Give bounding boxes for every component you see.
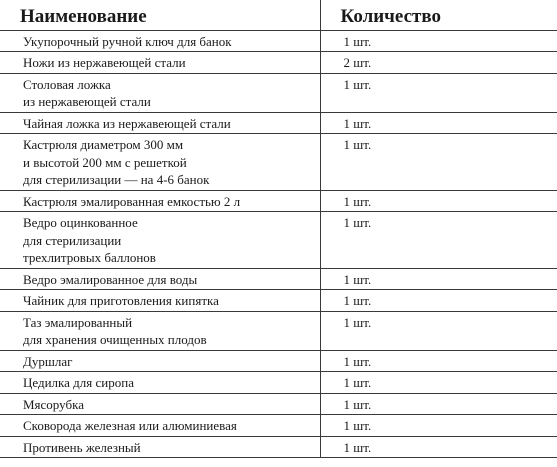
item-name-line: Мясорубка	[23, 396, 84, 412]
item-name-cell	[0, 212, 320, 269]
item-name-cell	[0, 311, 320, 350]
table-row	[0, 52, 557, 74]
item-quantity-cell: 1 шт.	[320, 436, 557, 458]
table-row	[0, 311, 557, 350]
item-name-line: Ведро оцинкованное	[23, 215, 138, 230]
item-quantity-cell: 1 шт.	[320, 134, 557, 191]
item-name-cell	[0, 350, 320, 372]
item-name-line: Кастрюля диаметром 300 мм	[23, 137, 184, 152]
item-name-line: Чайник для приготовления кипятка	[23, 293, 219, 308]
item-quantity-cell: 1 шт.	[320, 268, 557, 290]
table-row	[0, 372, 557, 394]
item-name-cell	[0, 52, 320, 74]
table-row	[0, 268, 557, 290]
item-name-cell	[0, 73, 320, 112]
item-quantity-cell: 2 шт.	[320, 52, 557, 74]
item-name-line: Цедилка для сиропа	[23, 375, 134, 390]
item-name-cell	[0, 372, 320, 394]
table-row	[0, 212, 557, 269]
header-row	[0, 0, 557, 30]
item-name-line: Противень железный	[23, 439, 141, 455]
item-quantity-cell: 1 шт.	[320, 311, 557, 350]
table-row	[0, 393, 557, 415]
item-name-line: Ведро эмалированное для воды	[23, 271, 198, 287]
item-name-line: Столовая ложка	[23, 76, 111, 92]
item-name-line: и высотой 200 мм с решеткой	[23, 154, 187, 170]
item-name-line: Кастрюля эмалированная емкостью 2 л	[23, 193, 241, 209]
item-name-line: из нержавеющей стали	[23, 94, 151, 109]
item-quantity-cell: 1 шт.	[320, 30, 557, 52]
item-name-cell	[0, 112, 320, 134]
item-name-cell	[0, 436, 320, 458]
table-row	[0, 436, 557, 458]
item-quantity-cell: 1 шт.	[320, 112, 557, 134]
table-row	[0, 73, 557, 112]
item-quantity-cell: 1 шт.	[320, 290, 557, 312]
item-name-cell	[0, 415, 320, 437]
table-row	[0, 415, 557, 437]
item-name-line: для хранения очищенных плодов	[23, 332, 207, 347]
table-body	[0, 30, 557, 458]
item-name-line: для стерилизации — на 4-6 банок	[23, 172, 210, 187]
column-header-name: Наименование	[0, 0, 320, 30]
item-name-cell	[0, 268, 320, 290]
item-name-line: Таз эмалированный	[23, 314, 133, 330]
item-quantity-cell: 1 шт.	[320, 212, 557, 269]
item-quantity-cell: 1 шт.	[320, 393, 557, 415]
item-name-line: Чайная ложка из нержавеющей стали	[23, 115, 231, 131]
table-row	[0, 350, 557, 372]
item-name-cell	[0, 393, 320, 415]
item-name-cell	[0, 290, 320, 312]
table-header	[0, 0, 557, 30]
item-name-line: трехлитровых баллонов	[23, 250, 156, 265]
table-row	[0, 30, 557, 52]
table-row	[0, 112, 557, 134]
item-quantity-cell: 1 шт.	[320, 415, 557, 437]
item-name-cell	[0, 134, 320, 191]
item-name-line: Дуршлаг	[23, 353, 73, 369]
item-name-line: для стерилизации	[23, 232, 122, 248]
item-name-line: Укупорочный ручной ключ для банок	[23, 33, 232, 49]
table-row	[0, 290, 557, 312]
item-quantity-cell: 1 шт.	[320, 350, 557, 372]
item-name-line: Ножи из нержавеющей стали	[23, 55, 186, 70]
item-name-cell	[0, 190, 320, 212]
table-row	[0, 190, 557, 212]
column-header-quantity: Количество	[320, 0, 557, 30]
item-name-line: Сковорода железная или алюминиевая	[23, 418, 237, 433]
item-name-cell	[0, 30, 320, 52]
item-quantity-cell: 1 шт.	[320, 73, 557, 112]
item-quantity-cell: 1 шт.	[320, 190, 557, 212]
item-quantity-cell: 1 шт.	[320, 372, 557, 394]
table-row	[0, 134, 557, 191]
